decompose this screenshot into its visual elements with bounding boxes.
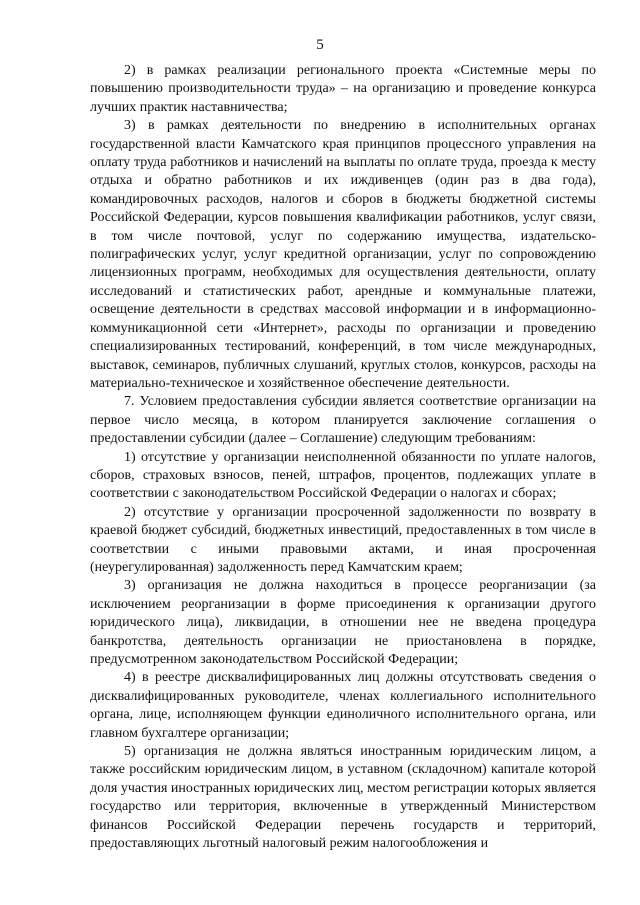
paragraph-clause-7: 7. Условием предоставления субсидии является соответствие организации на первое число месяца, в котором планируется заключение соглашения о предоставлении субсидии (далее – Соглашение) следующим требованиям: — [90, 394, 596, 447]
document-body — [90, 62, 596, 853]
paragraph-requirement-2: 2) отсутствие у организации просроченной задолженности по возврату в краевой бюджет субсидий, бюджетных инвестиций, предоставленных в том числе в соответствии с иными правовыми актами, и иная просроченная (неурегулированная) задолженность перед Камчатским краем; — [90, 504, 596, 575]
page-number: 5 — [316, 37, 324, 53]
paragraph-requirement-4: 4) в реестре дисквалифицированных лиц должны отсутствовать сведения о дисквалифицированных руководителе, членах коллегиального исполнительного органа, лице, исполняющем функции единоличного исполнительного органа, или главном бухгалтере организации; — [90, 670, 596, 741]
paragraph-item-3: 3) в рамках деятельности по внедрению в исполнительных органах государственной власти Камчатского края принципов процессного управления на оплату труда работников и начислений на выплаты по оплате труда, проезда к месту отдыха и обратно работников и их иждивенцев (один раз в два года), командировочных расходов, налогов и сборов в бюджеты бюджетной системы Российской Федерации, курсов повышения квалификации работников, услуг связи, в том числе почтовой, услуг по содержанию имущества, издательско-полиграфических услуг, услуг кредитной организации, услуг по сопровождению лицензионных программ, необходимых для осуществления деятельности, оплату исследований и статистических работ, арендные и коммунальные платежи, освещение деятельности в средствах массовой информации и в информационно-коммуникационной сети «Интернет», расходы по организации и проведению специализированных тестирований, конференций, в том числе международных, выставок, семинаров, публичных слушаний, круглых столов, конкурсов, расходы на материально-техническое и хозяйственное обеспечение деятельности. — [90, 118, 596, 391]
paragraph-item-2: 2) в рамках реализации регионального проекта «Системные меры по повышению производительности труда» – на организацию и проведение конкурса лучших практик наставничества; — [90, 63, 596, 115]
paragraph-requirement-5: 5) организация не должна являться иностранным юридическим лицом, а также российским юридическим лицом, в уставном (складочном) капитале которой доля участия иностранных юридических лиц, местом регистрации которых является государство или территория, включенные в утвержденный Министерством финансов Российской Федерации перечень государств и территорий, предоставляющих льготный налоговый режим налогообложения и — [90, 744, 596, 852]
paragraph-requirement-1: 1) отсутствие у организации неисполненной обязанности по уплате налогов, сборов, страховых взносов, пеней, штрафов, процентов, подлежащих уплате в соответствии с законодательством Российской Федерации о налогах и сборах; — [90, 449, 596, 502]
paragraph-requirement-3: 3) организация не должна находиться в процессе реорганизации (за исключением реорганизации в форме присоединения к организации другого юридического лица), ликвидации, в отношении нее не введена процедура банкротства, деятельность организации не приостановлена в порядке, предусмотренном законодательством Российской Федерации; — [90, 578, 596, 667]
